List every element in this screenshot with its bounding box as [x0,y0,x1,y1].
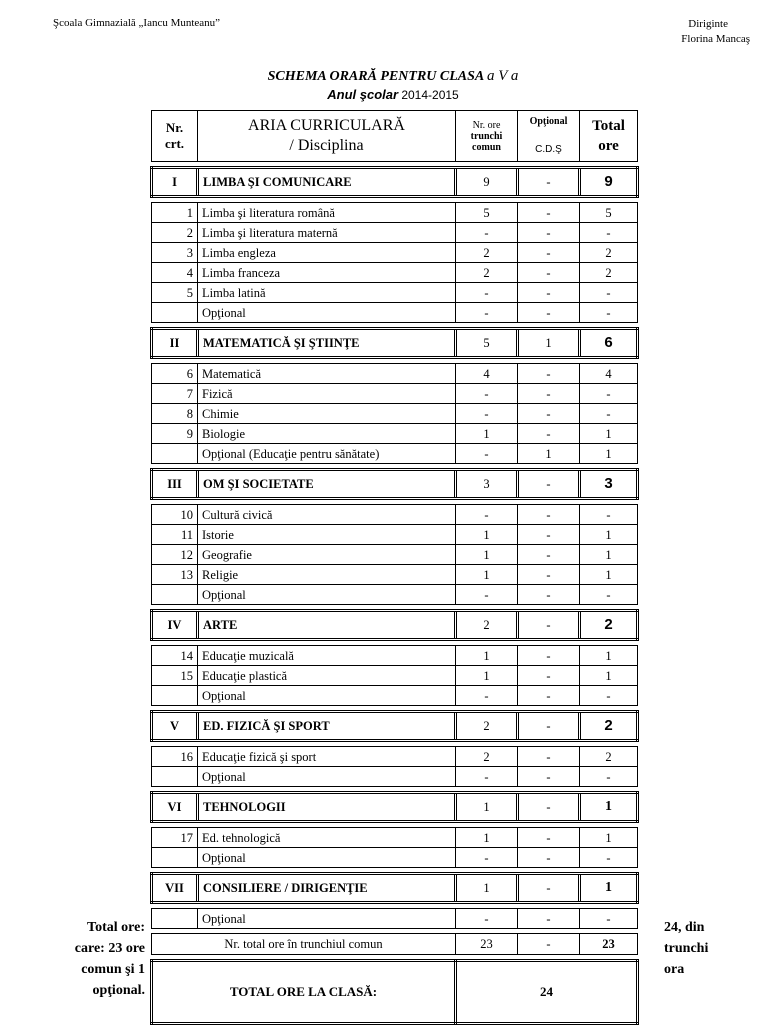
table-row [152,384,638,404]
area-optional-hours: - [518,470,580,499]
side-right-line: 24, din [664,920,705,935]
optional-hours: - [518,283,580,303]
side-left-line: care: 23 ore [74,941,145,956]
row-number: 11 [152,525,198,545]
row-number: 4 [152,263,198,283]
row-number: 8 [152,404,198,424]
table-row [152,525,638,545]
table-row [152,243,638,263]
row-number: 10 [152,505,198,525]
total-hours: 1 [580,565,638,585]
table-row [152,203,638,223]
title-main: SCHEMA ORARĂ PENTRU CLASA [267,69,484,84]
table-row [152,565,638,585]
optional-hours: - [518,767,580,787]
optional-hours: - [518,666,580,686]
area-trunchi-hours: 2 [456,611,518,640]
discipline-name: Limba şi literatura maternă [198,223,456,243]
optional-hours: - [518,223,580,243]
year-label: Anul şcolar [327,87,399,102]
schedule-table [150,110,639,1025]
school-name: Şcoala Gimnazială „Iancu Munteanu” [53,17,221,29]
total-hours: 1 [580,646,638,666]
side-left-line: opţional. [92,983,145,998]
total-hours: 1 [580,828,638,848]
area-name: ARTE [198,611,456,640]
optional-hours: - [518,243,580,263]
row-number: 14 [152,646,198,666]
discipline-name: Limba latină [198,283,456,303]
col-trunchi: Nr. ore trunchi comun [456,111,518,162]
table-row [152,848,638,868]
optional-hours: - [518,263,580,283]
optional-hours: - [518,364,580,384]
optional-hours: - [518,404,580,424]
table-row [152,263,638,283]
optional-hours: - [518,585,580,605]
table-row [152,828,638,848]
trunchi-total-label: Nr. total ore în trunchiul comun [152,934,456,955]
year-value: 2014-2015 [401,88,459,102]
side-note-left [53,917,145,1001]
trunchi-hours: - [456,767,518,787]
row-number: 16 [152,747,198,767]
grand-total-row [152,961,638,1024]
table-row [152,747,638,767]
trunchi-hours: 1 [456,424,518,444]
area-total-hours: 2 [580,611,638,640]
table-header [152,111,638,162]
total-hours: - [580,303,638,323]
area-name: LIMBA ŞI COMUNICARE [198,168,456,197]
col-area: ARIA CURRICULARĂ / Disciplina [198,111,456,162]
area-optional-hours: - [518,611,580,640]
optional-hours: - [518,848,580,868]
discipline-name: Religie [198,565,456,585]
discipline-name: Cultură civică [198,505,456,525]
area-row [152,168,638,197]
row-number [152,848,198,868]
col-nr: Nr. crt. [152,111,198,162]
area-number: IV [152,611,198,640]
total-hours: - [580,909,638,929]
total-hours: - [580,283,638,303]
total-hours: 1 [580,444,638,464]
row-number: 1 [152,203,198,223]
row-number [152,303,198,323]
optional-hours: - [518,545,580,565]
table-row [152,424,638,444]
area-name: TEHNOLOGII [198,793,456,822]
trunchi-hours: - [456,283,518,303]
total-hours: 2 [580,263,638,283]
discipline-name: Educaţie plastică [198,666,456,686]
total-hours: 2 [580,243,638,263]
title-class: a V a [487,68,519,84]
trunchi-hours: 1 [456,525,518,545]
trunchi-hours: 2 [456,243,518,263]
optional-hours: - [518,686,580,706]
area-trunchi-hours: 9 [456,168,518,197]
area-number: I [152,168,198,197]
area-row [152,712,638,741]
total-hours: - [580,505,638,525]
discipline-name: Limba franceza [198,263,456,283]
trunchi-hours: 2 [456,263,518,283]
optional-hours: - [518,303,580,323]
row-number [152,909,198,929]
table-row [152,364,638,384]
optional-hours: - [518,203,580,223]
area-row [152,329,638,358]
total-hours: - [580,686,638,706]
area-optional-hours: - [518,712,580,741]
area-optional-hours: - [518,793,580,822]
area-number: III [152,470,198,499]
discipline-name: Opţional [198,909,456,929]
col-optional: Opţional C.D.Ş [518,111,580,162]
discipline-name: Opţional (Educaţie pentru sănătate) [198,444,456,464]
trunchi-hours: - [456,909,518,929]
table-row [152,666,638,686]
trunchi-hours: - [456,585,518,605]
row-number: 7 [152,384,198,404]
area-name: MATEMATICĂ ŞI ŞTIINŢE [198,329,456,358]
total-hours: 4 [580,364,638,384]
area-total-hours: 6 [580,329,638,358]
discipline-name: Limba engleza [198,243,456,263]
row-number: 12 [152,545,198,565]
area-number: V [152,712,198,741]
total-hours: - [580,848,638,868]
trunchi-hours: 4 [456,364,518,384]
teacher-role: Diriginte [688,18,728,30]
trunchi-hours: 1 [456,545,518,565]
side-right-line: trunchi [664,941,709,956]
total-hours: - [580,585,638,605]
total-hours: 2 [580,747,638,767]
discipline-name: Opţional [198,686,456,706]
optional-hours: - [518,909,580,929]
optional-hours: - [518,747,580,767]
row-number [152,767,198,787]
area-trunchi-hours: 2 [456,712,518,741]
grand-total-value: 24 [456,961,638,1024]
area-number: VI [152,793,198,822]
table-row [152,545,638,565]
teacher-block [681,17,750,47]
trunchi-hours: 2 [456,747,518,767]
area-optional-hours: 1 [518,329,580,358]
area-total-hours: 1 [580,793,638,822]
optional-hours: 1 [518,444,580,464]
trunchi-hours: 1 [456,666,518,686]
table-row [152,505,638,525]
trunchi-total-value: 23 [580,934,638,955]
area-row [152,793,638,822]
discipline-name: Limba şi literatura română [198,203,456,223]
teacher-name: Florina Mancaş [681,33,750,45]
trunchi-hours: - [456,384,518,404]
table-row [152,585,638,605]
table-row [152,223,638,243]
col-total: Total ore [580,111,638,162]
area-trunchi-hours: 1 [456,793,518,822]
trunchi-hours: - [456,505,518,525]
optional-hours: - [518,424,580,444]
area-total-hours: 2 [580,712,638,741]
table-row [152,404,638,424]
row-number: 9 [152,424,198,444]
total-hours: - [580,223,638,243]
area-total-hours: 1 [580,874,638,903]
table-row [152,909,638,929]
discipline-name: Fizică [198,384,456,404]
side-left-line: Total ore: [87,920,145,935]
trunchi-hours: - [456,848,518,868]
discipline-name: Istorie [198,525,456,545]
row-number: 13 [152,565,198,585]
optional-hours: - [518,505,580,525]
grand-total-label: TOTAL ORE LA CLASĂ: [152,961,456,1024]
area-optional-hours: - [518,168,580,197]
trunchi-hours: - [456,444,518,464]
trunchi-total-row [152,934,638,955]
trunchi-hours: 1 [456,646,518,666]
discipline-name: Educaţie fizică şi sport [198,747,456,767]
trunchi-hours: 1 [456,828,518,848]
trunchi-hours: 1 [456,565,518,585]
table-row [152,686,638,706]
area-number: VII [152,874,198,903]
trunchi-hours: - [456,303,518,323]
side-right-line: ora [664,962,685,977]
total-hours: 1 [580,666,638,686]
discipline-name: Opţional [198,303,456,323]
school-year [150,87,636,103]
row-number: 5 [152,283,198,303]
area-trunchi-hours: 3 [456,470,518,499]
optional-hours: - [518,384,580,404]
total-hours: - [580,404,638,424]
total-hours: - [580,767,638,787]
total-hours: 5 [580,203,638,223]
table-row [152,283,638,303]
discipline-name: Biologie [198,424,456,444]
area-row [152,470,638,499]
total-hours: 1 [580,424,638,444]
total-hours: 1 [580,525,638,545]
table-row [152,767,638,787]
discipline-name: Opţional [198,585,456,605]
table-row [152,444,638,464]
row-number: 3 [152,243,198,263]
table-row [152,646,638,666]
row-number [152,686,198,706]
row-number: 17 [152,828,198,848]
trunchi-hours: - [456,686,518,706]
discipline-name: Geografie [198,545,456,565]
row-number: 2 [152,223,198,243]
trunchi-total-opt: - [518,934,580,955]
table-row [152,303,638,323]
optional-hours: - [518,828,580,848]
side-note-right [664,917,764,980]
area-total-hours: 9 [580,168,638,197]
discipline-name: Educaţie muzicală [198,646,456,666]
discipline-name: Chimie [198,404,456,424]
area-name: OM ŞI SOCIETATE [198,470,456,499]
total-hours: - [580,384,638,404]
area-row [152,874,638,903]
page-title [150,68,636,85]
area-optional-hours: - [518,874,580,903]
total-hours: 1 [580,545,638,565]
optional-hours: - [518,646,580,666]
area-trunchi-hours: 1 [456,874,518,903]
area-trunchi-hours: 5 [456,329,518,358]
discipline-name: Opţional [198,767,456,787]
discipline-name: Matematică [198,364,456,384]
row-number [152,585,198,605]
area-row [152,611,638,640]
area-number: II [152,329,198,358]
row-number: 15 [152,666,198,686]
optional-hours: - [518,525,580,545]
trunchi-hours: - [456,404,518,424]
trunchi-hours: 5 [456,203,518,223]
optional-hours: - [518,565,580,585]
discipline-name: Opţional [198,848,456,868]
trunchi-hours: - [456,223,518,243]
row-number [152,444,198,464]
area-total-hours: 3 [580,470,638,499]
row-number: 6 [152,364,198,384]
side-left-line: comun şi 1 [81,962,145,977]
area-name: ED. FIZICĂ ŞI SPORT [198,712,456,741]
area-name: CONSILIERE / DIRIGENŢIE [198,874,456,903]
trunchi-total-tc: 23 [456,934,518,955]
discipline-name: Ed. tehnologică [198,828,456,848]
